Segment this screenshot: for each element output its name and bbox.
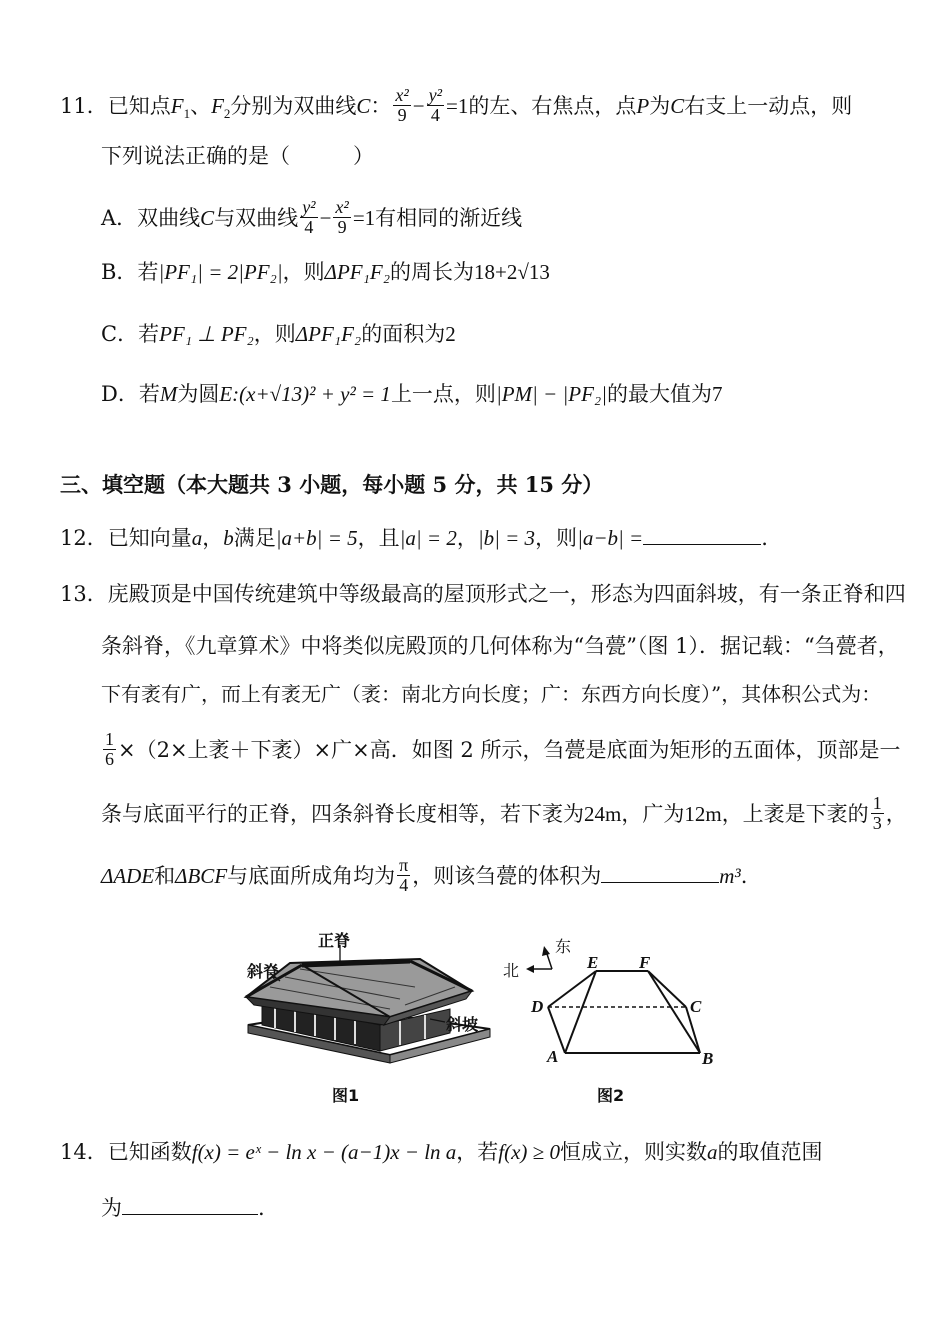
q12: 12．已知向量a，b满足|a+b| = 5，且|a| = 2，|b| = 3，则|a−b| = . (60, 526, 768, 550)
label-slope: 斜坡 (446, 1015, 479, 1034)
figure-1-building (240, 925, 500, 1065)
q13-line1: 13．庑殿顶是中国传统建筑中等级最高的屋顶形式之一，形态为四面斜坡，有一条正脊和四 (60, 582, 906, 606)
point-B: B (702, 1049, 714, 1068)
q14-line2: 为 . (101, 1196, 265, 1220)
answer-blank[interactable] (643, 542, 761, 545)
fraction: $\frac{\pi}{4}$ (399, 855, 409, 895)
q13-line2: 条斜脊，《九章算术》中将类似庑殿顶的几何体称为“刍甍”（图 1）．据记载：“刍甍者， (101, 634, 899, 658)
section-title: 三、填空题（本大题共 3 小题，每小题 5 分，共 15 分） (60, 472, 604, 497)
label-north: 北 (503, 961, 520, 980)
north-arrow-head (526, 965, 534, 973)
q11-line1: 11．已知点$F_1$、$F_2$分别为双曲线C： $\frac{\text{x²}}{9}$ − $\frac{\text{y²}}{4}$ =1的左、右焦点，点P为C右支上一动点，则 (60, 85, 853, 125)
question-number: 12． (60, 526, 108, 550)
question-number: 11． (60, 93, 108, 118)
q11-option-a: A．双曲线C与双曲线 $\frac{\text{y²}}{4}$ − $\frac{\text{x²}}{9}$ =1有相同的渐近线 (101, 197, 523, 237)
fraction: $\frac{\text{y²}}{4}$ (428, 85, 443, 125)
figure-2-caption: 图2 (597, 1086, 625, 1105)
q13-line6: ΔADE和ΔBCF与底面所成角均为 $\frac{\pi}{4}$ ，则该刍甍的体积为 m³. (101, 855, 748, 895)
fraction: $\frac{1}{3}$ (872, 793, 882, 833)
east-arrow-head (542, 946, 550, 956)
figure-1-caption: 图1 (332, 1086, 360, 1105)
label-main-ridge: 正脊 (318, 931, 351, 950)
point-A: A (547, 1047, 559, 1066)
point-D: D (531, 997, 544, 1016)
label-slant-ridge: 斜脊 (247, 962, 280, 981)
q11-option-c: C．若PF₁ ⊥ PF₂，则ΔPF₁F₂的面积为2 (101, 322, 456, 346)
q13-line4: $\frac{1}{6}$ ×（2×上袤＋下袤）×广×高．如图 2 所示，刍甍是底面为矩形的五面体，顶部是一 (105, 729, 901, 769)
q13-line3: 下有袤有广，而上有袤无广（袤：南北方向长度；广：东西方向长度）”，其体积公式为： (101, 682, 882, 706)
answer-blank[interactable] (601, 880, 719, 883)
q11-line2: 下列说法正确的是（ ） (101, 144, 374, 168)
q13-line5: 条与底面平行的正脊，四条斜脊长度相等，若下袤为24m，广为12m，上袤是下袤的 $\frac{1}{3}$ ， (101, 793, 907, 833)
answer-blank[interactable] (122, 1212, 258, 1215)
q14-line1: 14．已知函数f(x) = eˣ − ln x − (a−1)x − ln a，若f(x) ≥ 0恒成立，则实数a的取值范围 (60, 1140, 823, 1164)
fraction: $\frac{1}{6}$ (105, 729, 114, 769)
fraction: $\frac{\text{x²}}{9}$ (395, 85, 409, 125)
q11-option-b: B．若|PF₁| = 2|PF₂|，则ΔPF₁F₂的周长为18+2√13 (101, 260, 550, 284)
point-C: C (690, 997, 702, 1016)
question-number: 14． (60, 1140, 108, 1164)
fraction: $\frac{\text{x²}}{9}$ (335, 197, 349, 237)
fraction: $\frac{\text{y²}}{4}$ (302, 197, 316, 237)
question-number: 13． (60, 582, 108, 606)
point-F: F (639, 953, 651, 972)
q11-option-d: D．若M为圆E:(x+√13)² + y² = 1上一点，则|PM| − |PF₂|的最大值为7 (101, 382, 723, 406)
label-east: 东 (555, 937, 572, 956)
point-E: E (587, 953, 599, 972)
